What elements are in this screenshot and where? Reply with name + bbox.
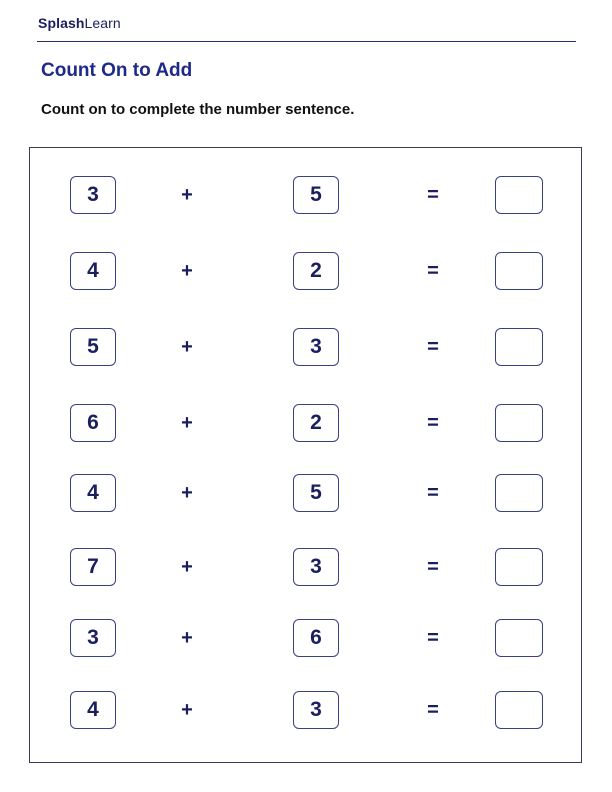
problem-row xyxy=(30,328,581,368)
plus-sign: + xyxy=(181,183,193,206)
plus-sign: + xyxy=(181,698,193,721)
addend-2-box: 3 xyxy=(293,328,339,366)
plus-sign: + xyxy=(181,626,193,649)
answer-box[interactable] xyxy=(495,404,543,442)
equals-sign: = xyxy=(427,335,439,358)
addend-1-box: 3 xyxy=(70,619,116,657)
answer-box[interactable] xyxy=(495,474,543,512)
addend-2-box: 5 xyxy=(293,474,339,512)
addend-2-box: 3 xyxy=(293,691,339,729)
answer-box[interactable] xyxy=(495,328,543,366)
answer-box[interactable] xyxy=(495,548,543,586)
addend-1-box: 6 xyxy=(70,404,116,442)
problem-row xyxy=(30,691,581,731)
addend-1-box: 4 xyxy=(70,252,116,290)
brand-logo-part1: Splash xyxy=(38,15,85,31)
brand-logo-part2: Learn xyxy=(84,15,121,31)
addend-1-box: 4 xyxy=(70,691,116,729)
problem-row xyxy=(30,474,581,514)
problems-panel xyxy=(29,147,582,763)
addend-1-box: 7 xyxy=(70,548,116,586)
problem-row xyxy=(30,404,581,444)
answer-box[interactable] xyxy=(495,691,543,729)
addend-1-box: 4 xyxy=(70,474,116,512)
plus-sign: + xyxy=(181,481,193,504)
addend-1-box: 5 xyxy=(70,328,116,366)
addend-2-box: 6 xyxy=(293,619,339,657)
equals-sign: = xyxy=(427,481,439,504)
answer-box[interactable] xyxy=(495,252,543,290)
problem-row xyxy=(30,252,581,292)
addend-2-box: 2 xyxy=(293,404,339,442)
problem-row xyxy=(30,619,581,659)
addend-2-box: 3 xyxy=(293,548,339,586)
problem-row xyxy=(30,548,581,588)
plus-sign: + xyxy=(181,259,193,282)
equals-sign: = xyxy=(427,698,439,721)
plus-sign: + xyxy=(181,335,193,358)
addend-1-box: 3 xyxy=(70,176,116,214)
brand-logo xyxy=(38,15,121,31)
answer-box[interactable] xyxy=(495,176,543,214)
worksheet-title: Count On to Add xyxy=(41,60,193,81)
equals-sign: = xyxy=(427,626,439,649)
plus-sign: + xyxy=(181,555,193,578)
equals-sign: = xyxy=(427,183,439,206)
header-divider xyxy=(37,41,576,42)
equals-sign: = xyxy=(427,411,439,434)
worksheet-instructions: Count on to complete the number sentence. xyxy=(41,101,355,118)
problem-row xyxy=(30,176,581,216)
addend-2-box: 2 xyxy=(293,252,339,290)
answer-box[interactable] xyxy=(495,619,543,657)
equals-sign: = xyxy=(427,555,439,578)
equals-sign: = xyxy=(427,259,439,282)
plus-sign: + xyxy=(181,411,193,434)
addend-2-box: 5 xyxy=(293,176,339,214)
